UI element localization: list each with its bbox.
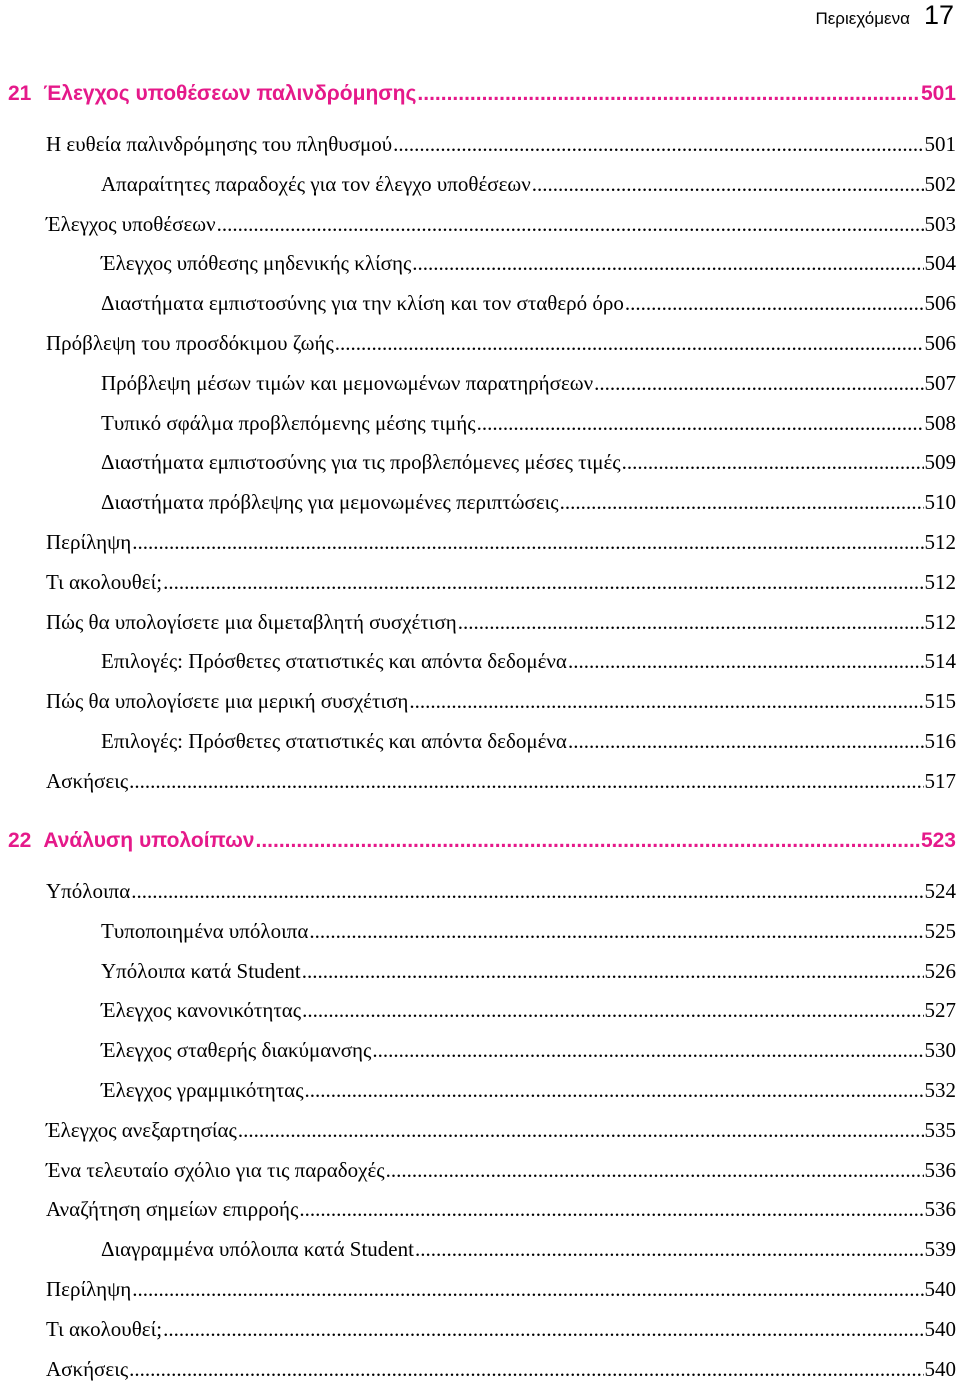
- dot-leader: [622, 450, 924, 475]
- dot-leader: [309, 919, 923, 944]
- entry-page: 532: [924, 1078, 956, 1102]
- toc-entry[interactable]: [101, 959, 956, 984]
- dot-leader: [302, 998, 923, 1023]
- entry-title: Διαστήματα εμπιστοσύνης για τις προβλεπόμενες μέσες τιμές: [101, 450, 621, 475]
- entry-page: 509: [924, 450, 956, 475]
- page-number: 17: [923, 0, 954, 30]
- dot-leader: [594, 371, 923, 396]
- chapter-number: 21: [8, 82, 32, 105]
- toc-entry[interactable]: [46, 331, 956, 356]
- entry-title: Πώς θα υπολογίσετε μια διμεταβλητή συσχέτιση: [46, 609, 457, 634]
- dot-leader: [129, 769, 923, 794]
- entry-title: Διαστήματα εμπιστοσύνης για την κλίση και τον σταθερό όρο: [101, 291, 624, 316]
- running-header: [815, 0, 954, 34]
- entry-title: Τι ακολουθεί;: [46, 1316, 163, 1341]
- dot-leader: [132, 530, 923, 555]
- toc-entry[interactable]: [101, 411, 956, 436]
- entry-page: 504: [924, 251, 956, 276]
- toc-entry[interactable]: [46, 610, 956, 635]
- entry-page: 526: [924, 958, 956, 983]
- dot-leader: [409, 689, 923, 714]
- dot-leader: [568, 729, 924, 754]
- dot-leader: [386, 1158, 924, 1183]
- chapter-number: 22: [8, 829, 32, 852]
- toc-entry[interactable]: [101, 172, 956, 197]
- entry-title: Απαραίτητες παραδοχές για τον έλεγχο υποθέσεων: [101, 171, 531, 196]
- entry-title: Τι ακολουθεί;: [46, 569, 163, 594]
- chapter-title: Έλεγχος υποθέσεων παλινδρόμησης: [43, 82, 417, 105]
- entry-page: 530: [924, 1038, 956, 1063]
- toc-entry[interactable]: [101, 251, 956, 276]
- entry-page: 527: [924, 998, 956, 1023]
- toc-entry[interactable]: [46, 689, 956, 714]
- entry-page: 506: [924, 291, 956, 316]
- toc-entry[interactable]: [101, 490, 956, 515]
- toc-entry[interactable]: [46, 1118, 956, 1143]
- entry-page: 516: [924, 729, 956, 753]
- entry-title: Έλεγχος υπόθεσης μηδενικής κλίσης: [101, 251, 412, 276]
- toc-entry[interactable]: [46, 212, 956, 237]
- dot-leader: [131, 879, 923, 904]
- dot-leader: [305, 1078, 924, 1103]
- entry-title: Υπόλοιπα: [46, 879, 131, 903]
- toc-entry[interactable]: [101, 729, 956, 754]
- entry-page: 525: [924, 918, 956, 943]
- entry-title: Περίληψη: [46, 1277, 132, 1301]
- toc-entry[interactable]: [46, 132, 956, 157]
- entry-title: Η ευθεία παλινδρόμησης του πληθυσμού: [46, 132, 393, 156]
- toc-entry[interactable]: [46, 530, 956, 555]
- entry-title: Ασκήσεις: [46, 1356, 129, 1381]
- entry-title: Διαγραμμένα υπόλοιπα κατά Student: [101, 1237, 414, 1262]
- entry-page: 512: [924, 530, 956, 554]
- entry-title: Τυποποιημένα υπόλοιπα: [101, 918, 309, 943]
- dot-leader: [299, 1197, 923, 1222]
- toc-entry[interactable]: [101, 649, 956, 674]
- dot-leader: [163, 570, 923, 595]
- entry-title: Πρόβλεψη μέσων τιμών και μεμονωμένων παρατηρήσεων: [101, 370, 594, 395]
- entry-page: 510: [924, 490, 956, 515]
- running-title: Περιεχόμενα: [815, 9, 910, 28]
- entry-page: 536: [924, 1157, 956, 1182]
- entry-page: 515: [924, 689, 956, 714]
- dot-leader: [132, 1277, 923, 1302]
- toc-entry[interactable]: [46, 1317, 956, 1342]
- entry-page: 507: [924, 370, 956, 395]
- chapter-page: 501: [920, 82, 956, 105]
- toc-chapter-22[interactable]: [8, 829, 956, 853]
- entry-page: 517: [924, 768, 956, 793]
- toc-chapter-21[interactable]: [8, 82, 956, 106]
- toc-entry[interactable]: [101, 450, 956, 475]
- entry-title: Ασκήσεις: [46, 768, 129, 793]
- dot-leader: [238, 1118, 924, 1143]
- entry-page: 512: [924, 569, 956, 594]
- entry-page: 503: [924, 211, 956, 236]
- dot-leader: [477, 411, 924, 436]
- dot-leader: [217, 212, 924, 237]
- entry-title: Περίληψη: [46, 530, 132, 554]
- entry-title: Έλεγχος σταθερής διακύμανσης: [101, 1038, 372, 1063]
- entry-title: Υπόλοιπα κατά Student: [101, 958, 301, 983]
- dot-leader: [129, 1357, 923, 1382]
- toc-entry[interactable]: [101, 291, 956, 316]
- entry-page: 514: [924, 649, 956, 674]
- toc-entry[interactable]: [101, 371, 956, 396]
- toc-entry[interactable]: [46, 570, 956, 595]
- chapter-title: Ανάλυση υπολοίπων: [43, 829, 255, 852]
- entry-page: 512: [924, 609, 956, 634]
- toc-entry[interactable]: [101, 998, 956, 1023]
- entry-title: Πρόβλεψη του προσδόκιμου ζωής: [46, 331, 334, 355]
- dot-leader: [302, 959, 924, 984]
- entry-page: 540: [924, 1277, 956, 1301]
- toc-entry[interactable]: [101, 919, 956, 944]
- entry-title: Τυπικό σφάλμα προβλεπόμενης μέσης τιμής: [101, 410, 476, 435]
- entry-title: Αναζήτηση σημείων επιρροής: [46, 1197, 299, 1222]
- dot-leader: [412, 251, 923, 276]
- entry-page: 508: [924, 410, 956, 435]
- entry-title: Έλεγχος ανεξαρτησίας: [46, 1117, 237, 1142]
- dot-leader: [417, 82, 920, 106]
- toc-entry[interactable]: [101, 1078, 956, 1103]
- entry-page: 540: [924, 1356, 956, 1381]
- entry-page: 524: [924, 879, 956, 903]
- entry-page: 540: [924, 1316, 956, 1341]
- entry-title: Έλεγχος γραμμικότητας: [101, 1078, 304, 1102]
- toc-entry[interactable]: [46, 879, 956, 904]
- dot-leader: [256, 829, 920, 853]
- toc-entry[interactable]: [46, 1277, 956, 1302]
- entry-title: Επιλογές: Πρόσθετες στατιστικές και απόντα δεδομένα: [101, 729, 567, 753]
- dot-leader: [560, 490, 924, 515]
- toc-entry[interactable]: [46, 1197, 956, 1222]
- dot-leader: [532, 172, 924, 197]
- dot-leader: [625, 291, 924, 316]
- chapter-page: 523: [920, 829, 956, 852]
- toc-entry[interactable]: [46, 1357, 956, 1382]
- dot-leader: [335, 331, 924, 356]
- entry-page: 501: [924, 132, 956, 156]
- entry-title: Έλεγχος υποθέσεων: [46, 211, 216, 236]
- toc-entry[interactable]: [46, 1158, 956, 1183]
- entry-page: 536: [924, 1197, 956, 1222]
- entry-title: Πώς θα υπολογίσετε μια μερική συσχέτιση: [46, 689, 409, 714]
- entry-title: Διαστήματα πρόβλεψης για μεμονωμένες περιπτώσεις: [101, 490, 559, 515]
- dot-leader: [568, 649, 924, 674]
- entry-page: 506: [924, 331, 956, 355]
- dot-leader: [415, 1237, 924, 1262]
- entry-title: Ένα τελευταίο σχόλιο για τις παραδοχές: [46, 1157, 385, 1182]
- entry-page: 502: [924, 171, 956, 196]
- dot-leader: [163, 1317, 923, 1342]
- dot-leader: [372, 1038, 923, 1063]
- toc-entry[interactable]: [101, 1038, 956, 1063]
- entry-title: Επιλογές: Πρόσθετες στατιστικές και απόντα δεδομένα: [101, 649, 567, 674]
- dot-leader: [393, 132, 923, 157]
- dot-leader: [458, 610, 924, 635]
- entry-title: Έλεγχος κανονικότητας: [101, 998, 302, 1023]
- toc-entry[interactable]: [46, 769, 956, 794]
- entry-page: 535: [924, 1117, 956, 1142]
- entry-page: 539: [924, 1237, 956, 1262]
- toc-entry[interactable]: [101, 1237, 956, 1262]
